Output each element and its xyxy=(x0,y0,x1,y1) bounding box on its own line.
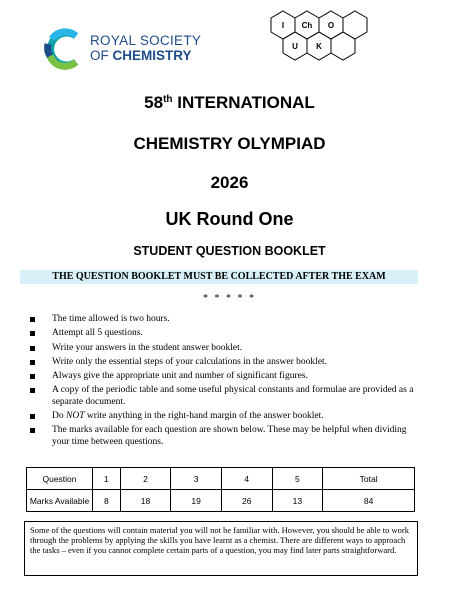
logo-line-2: OF CHEMISTRY xyxy=(90,48,192,63)
exam-rules-list xyxy=(30,314,415,451)
marks-cell: 19 xyxy=(171,490,222,512)
icho-hex-i: I xyxy=(281,21,285,30)
bullet-icon xyxy=(30,374,35,379)
bullet-icon xyxy=(30,414,35,419)
event-title: CHEMISTRY OLYMPIAD xyxy=(133,134,326,153)
marks-cell: 13 xyxy=(272,490,323,512)
rule-item: The marks available for each question are shown below. These may be helpful when dividing your time between questions. xyxy=(30,425,415,448)
round-title: UK Round One xyxy=(165,209,294,229)
guidance-note-box: Some of the questions will contain material you will not be familiar with. However, you should be able to work through the problems by applying the skills you have learnt as a chemist. There are different ways to approach the tasks – even if you cannot complete certain parts of a question, you may find later parts straightforward. xyxy=(24,521,418,576)
marks-table xyxy=(26,467,415,512)
logo-line-1: ROYAL SOCIETY xyxy=(90,33,202,48)
icho-hex-ch: Ch xyxy=(301,21,313,30)
total-marks-cell: 84 xyxy=(323,490,415,512)
rsc-c-mark-icon xyxy=(40,26,86,72)
question-number-cell: 4 xyxy=(221,468,272,490)
marks-cell: 18 xyxy=(120,490,171,512)
icho-hex-o: O xyxy=(327,21,335,30)
icho-hex-k: K xyxy=(316,42,322,51)
rule-item: Do NOT write anything in the right-hand margin of the answer booklet. xyxy=(30,411,415,422)
bullet-icon xyxy=(30,331,35,336)
rsc-logo xyxy=(40,26,215,72)
table-row xyxy=(27,468,415,490)
table-row xyxy=(27,490,415,512)
bullet-icon xyxy=(30,428,35,433)
bullet-icon xyxy=(30,346,35,351)
question-number-cell: 1 xyxy=(93,468,121,490)
year-title: 2026 xyxy=(210,173,249,192)
rule-item: Always give the appropriate unit and number of significant figures. xyxy=(30,371,415,382)
question-header-cell: Question xyxy=(27,468,93,490)
question-number-cell: 5 xyxy=(272,468,323,490)
question-number-cell: 2 xyxy=(120,468,171,490)
edition-title: 58th INTERNATIONAL xyxy=(144,93,315,112)
marks-cell: 8 xyxy=(93,490,121,512)
marks-cell: 26 xyxy=(221,490,272,512)
separator-stars: * * * * * xyxy=(203,293,256,304)
collection-banner: THE QUESTION BOOKLET MUST BE COLLECTED AFTER THE EXAM xyxy=(20,270,418,284)
total-header-cell: Total xyxy=(323,468,415,490)
marks-available-label: Marks Available xyxy=(27,490,93,512)
icho-hexagon-logo xyxy=(265,8,385,76)
question-number-cell: 3 xyxy=(171,468,222,490)
rule-item: Write only the essential steps of your calculations in the answer booklet. xyxy=(30,357,415,368)
rule-item: Attempt all 5 questions. xyxy=(30,328,415,339)
bullet-icon xyxy=(30,360,35,365)
bullet-icon xyxy=(30,388,35,393)
booklet-title: STUDENT QUESTION BOOKLET xyxy=(133,244,326,258)
icho-hex-u: U xyxy=(292,42,298,51)
bullet-icon xyxy=(30,317,35,322)
rule-item: The time allowed is two hours. xyxy=(30,314,415,325)
rule-item: A copy of the periodic table and some useful physical constants and formulae are provided as a separate document. xyxy=(30,385,415,408)
rule-item: Write your answers in the student answer booklet. xyxy=(30,343,415,354)
